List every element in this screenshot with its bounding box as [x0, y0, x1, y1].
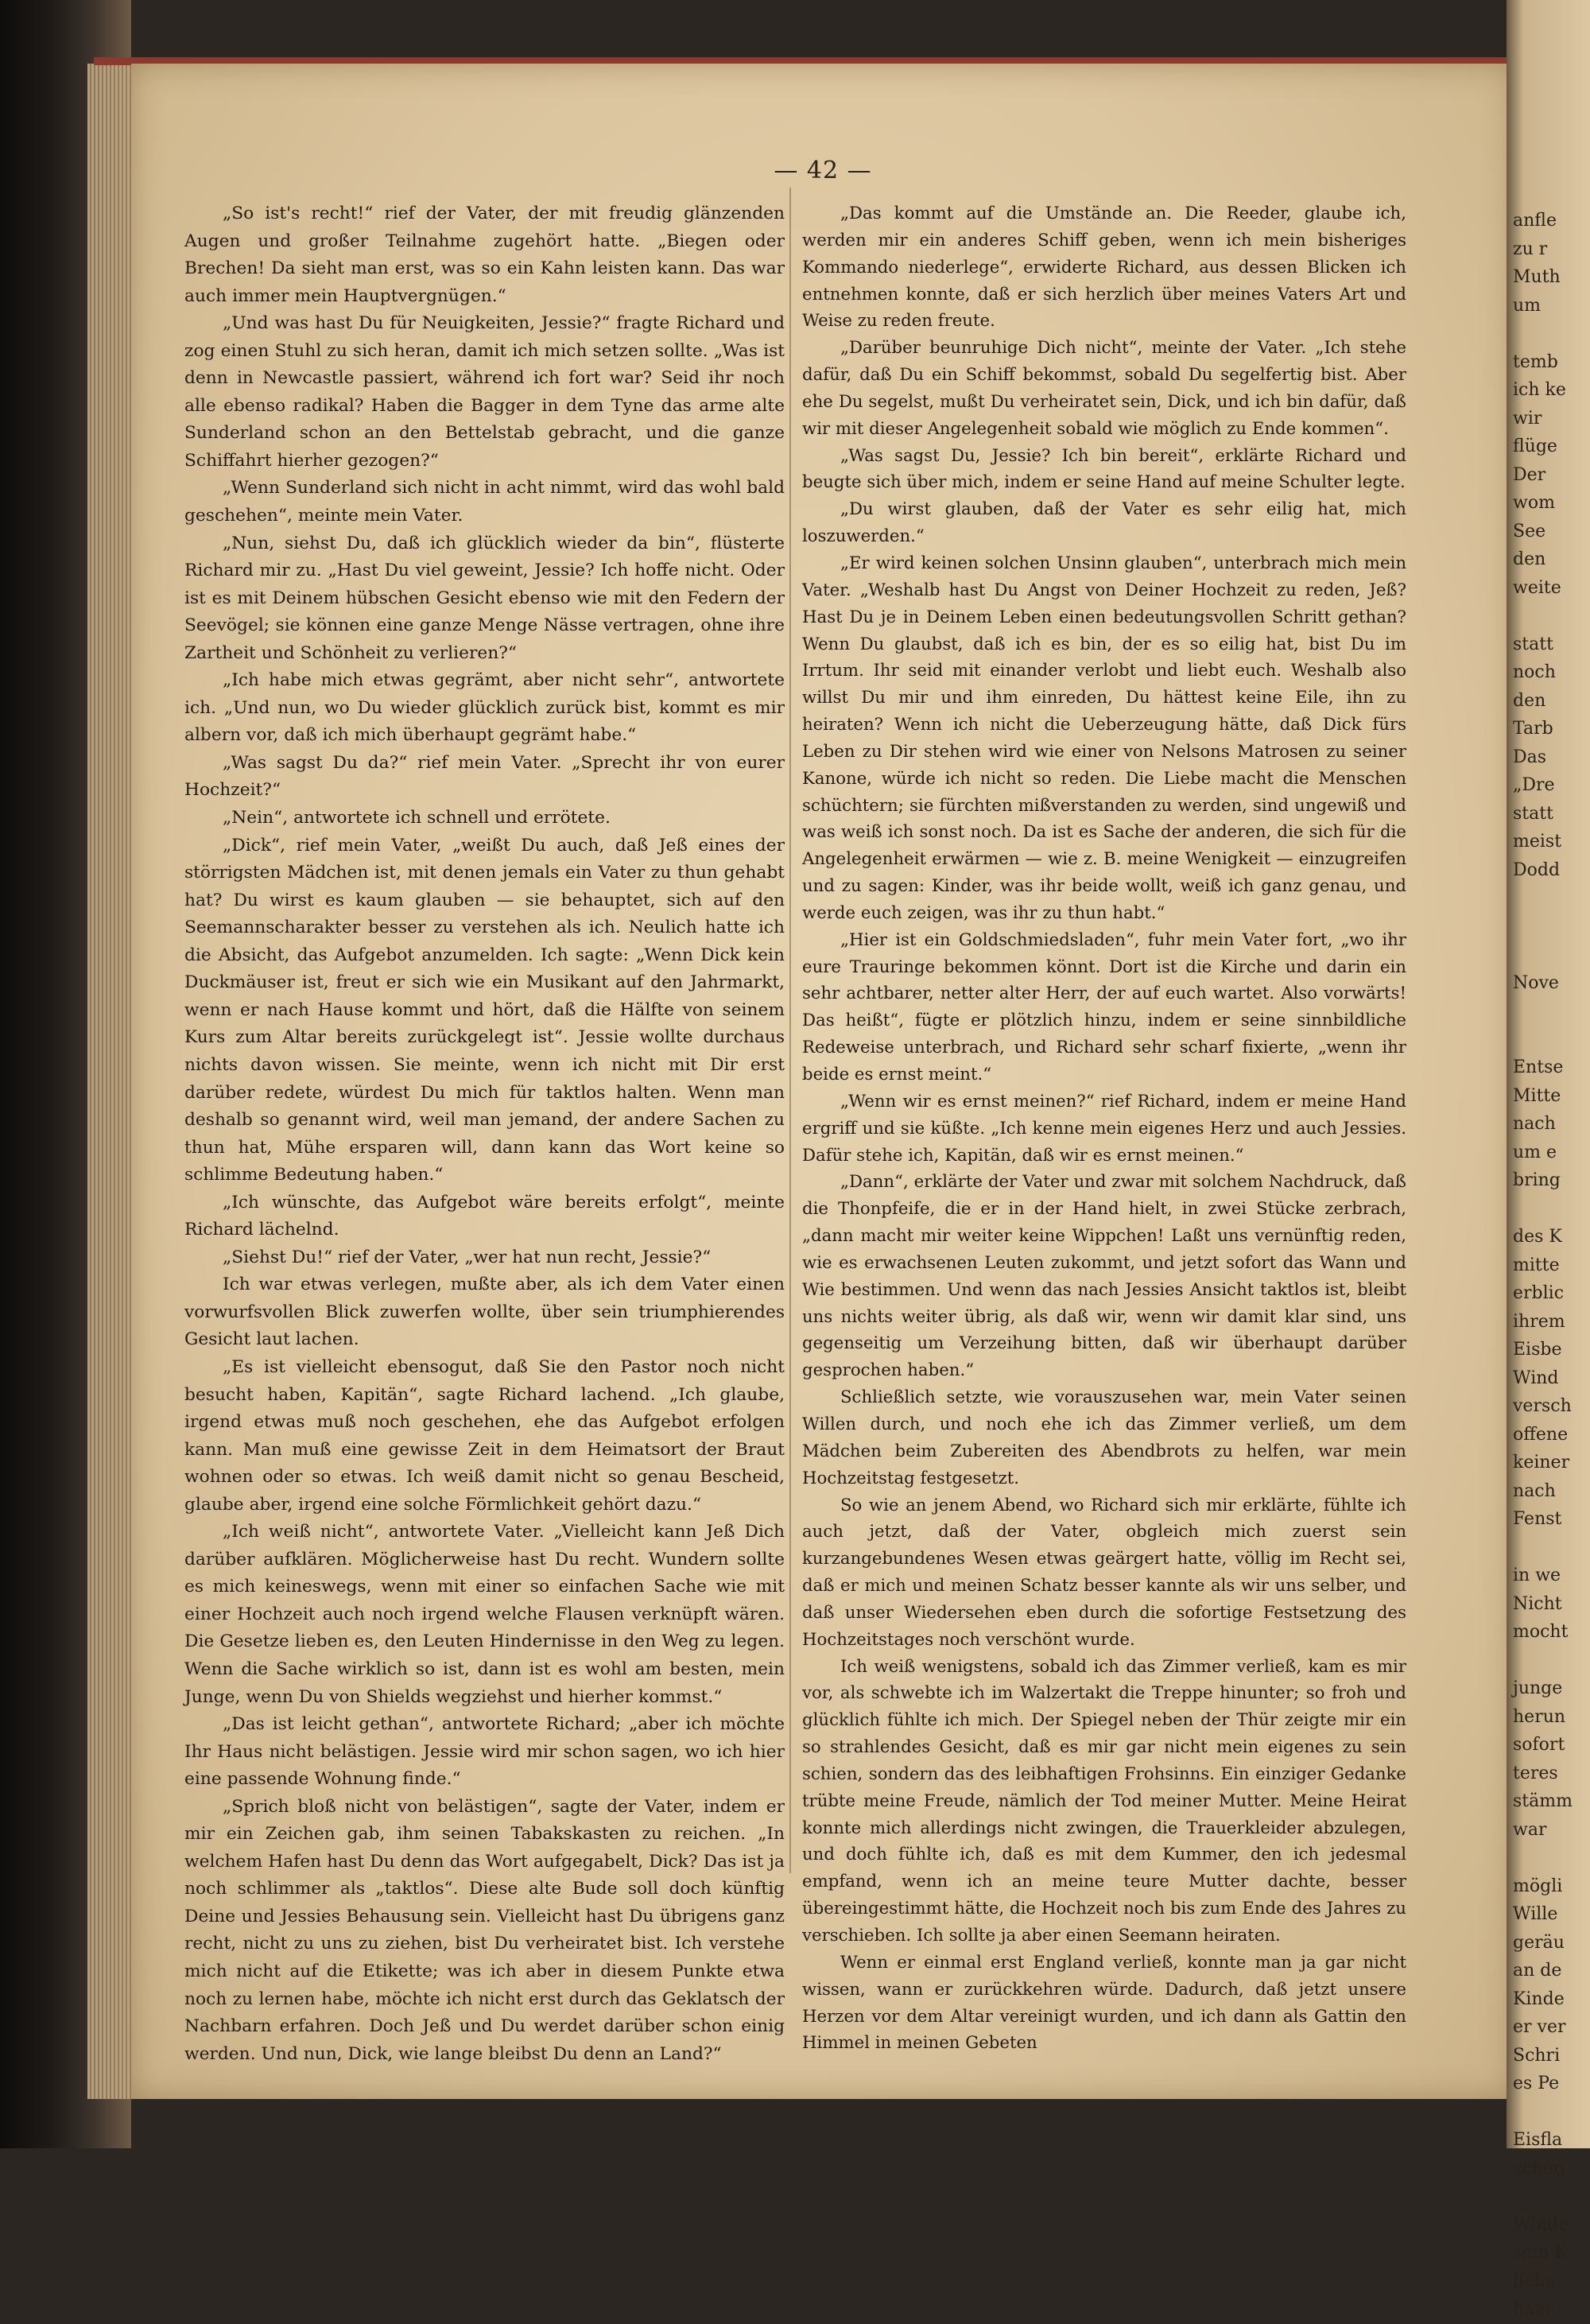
- adjacent-page-line: Schri: [1513, 2045, 1561, 2066]
- adjacent-page-line: flüge: [1513, 436, 1557, 456]
- adjacent-page-line: herun: [1513, 1706, 1566, 1727]
- adjacent-page-line: nach: [1513, 1114, 1556, 1134]
- adjacent-page-line: [1513, 2098, 1590, 2127]
- adjacent-page-line: Wind: [1513, 1368, 1559, 1388]
- adjacent-page-line: mocht: [1513, 1622, 1569, 1642]
- adjacent-page-line: wom: [1513, 493, 1555, 513]
- adjacent-page-line: Tarb: [1513, 719, 1553, 739]
- paragraph: „Nein“, antwortete ich schnell und errötete.: [223, 808, 611, 828]
- paragraph: „Ich habe mich etwas gegrämt, aber nicht sehr“, antwortete ich. „Und nun, wo Du wieder glücklich zurück bist, kommt es mir albern vor, daß ich mich überhaupt gegrämt habe.“: [184, 670, 785, 746]
- adjacent-page-line: wir: [1513, 408, 1542, 429]
- paragraph: „Er wird keinen solchen Unsinn glauben“, unterbrach mich mein Vater. „Weshalb hast Du Angst von Deiner Hochzeit zu reden, Jeß? Hast Du je in Deinem Leben einen bedeutungsvollen Schritt gethan? Wenn Du glaubst, daß ich es bin, der es so eilig hat, bist Du im Irrtum. Ihr seid mit einander verlobt und liebt euch. Weshalb also willst Du mir und ihm einreden, Du hättest keine Eile, ihn zu heiraten? Wenn ich nicht die Ueberzeugung hätte, daß Dick fürs Leben zu Dir stehen wird wie einer von Nelsons Matrosen zu seiner Kanone, würde ich nicht so reden. Die Liebe macht die Menschen schüchtern; sie fürchten mißverstanden zu werden, sind ungewiß und was weiß ich sonst noch. Da ist es Sache der anderen, die sich für die Angelegenheit erwärmen — wie z. B. meine Wenigkeit — einzugreifen und zu sagen: Kinder, was ihr beide wollt, weiß ich ganz genau, und werde euch zeigen, was ihr zu thun habt.“: [802, 553, 1406, 923]
- adjacent-page-line: [1513, 884, 1590, 913]
- paragraph: „Es ist vielleicht ebensogut, daß Sie den Pastor noch nicht besucht haben, Kapitän“, sagte Richard lachend. „Ich glaube, irgend etwas muß noch geschehen, ehe das Aufgebot erfolgen kann. Man muß eine gewisse Zeit in dem Heimatsort der Braut wohnen oder so etwas. Ich weiß damit nicht so genau Bescheid, glaube aber, irgend eine solche Förmlichkeit gehört dazu.“: [184, 1356, 785, 1515]
- adjacent-page-line: Entse: [1513, 1057, 1564, 1077]
- adjacent-page-line: Muth: [1513, 267, 1561, 287]
- adjacent-page-line: meist: [1513, 832, 1562, 852]
- adjacent-page-line: keiner: [1513, 1453, 1570, 1472]
- paragraph: So wie an jenem Abend, wo Richard sich mir erklärte, fühlte ich auch jetzt, daß der Vater, obgleich mich zuerst sein kurzangebundenes Wesen etwas geärgert hatte, völlig im Recht sei, daß er mich und meinen Schatz besser kannte als wir uns selber, und daß unser Wiedersehen eben durch die sofortige Festsetzung des Hochzeitstages noch verschönt wurde.: [802, 1495, 1406, 1650]
- adjacent-page-line: teres: [1513, 1763, 1558, 1783]
- adjacent-page-line: Winde: [1513, 2214, 1569, 2235]
- paragraph: „Das kommt auf die Umstände an. Die Reeder, glaube ich, werden mir ein anderes Schiff geben, wenn ich mein bisheriges Kommando niederlege“, erwiderte Richard, aus dessen Blicken ich entnehmen konnte, daß er sich herzlich über meines Vaters Art und Weise zu reden freute.: [802, 204, 1406, 332]
- paragraph: „Und was hast Du für Neuigkeiten, Jessie?“ fragte Richard und zog einen Stuhl zu sich heran, damit ich mich setzen sollte. „Was ist denn in Newcastle passiert, während ich fort war? Seid ihr noch alle ebenso radikal? Haben die Bagger in dem Tyne das arme alte Sunderland schon an den Bettelstab gebracht, und die ganze Schiffahrt hierher gezogen?“: [184, 313, 785, 471]
- adjacent-page-line: [1513, 1195, 1590, 1224]
- left-column: [184, 200, 785, 2068]
- adjacent-page-line: [1513, 997, 1590, 1026]
- adjacent-page-line: des K: [1513, 1227, 1562, 1247]
- paragraph: „Dick“, rief mein Vater, „weißt Du auch, daß Jeß eines der störrigsten Mädchen ist, mit denen jemals ein Vater zu thun gehabt hat? Du wirst es kaum glauben — sie behauptet, sich auf den Seemannscharakter besser zu verstehen als ich. Neulich hatte ich die Absicht, das Aufgebot anzumelden. Ich sagte: „Wenn Dick kein Duckmäuser ist, freut er sich wie ein Musikant auf den Jahrmarkt, wenn er nach Hause kommt und hört, daß die Hälfte von seinem Kurs zum Altar bereits zurückgelegt ist“. Jessie wollte durchaus nichts davon wissen. Sie meinte, wenn ich nicht mit Dir erst darüber redete, würdest Du mich für taktlos halten. Wenn man deshalb so genannt wird, weil man jemand, der andere Sachen zu thun hat, Mühe ersparen will, dann kann das Wort keine so schlimme Bedeutung haben.“: [184, 835, 785, 1185]
- adjacent-page-line: statt: [1513, 634, 1553, 654]
- adjacent-page-line: Mitte: [1513, 1085, 1561, 1106]
- paragraph: „Darüber beunruhige Dich nicht“, meinte der Vater. „Ich stehe dafür, daß Du ein Schiff bekommst, sobald Du segelfertig bist. Aber ehe Du segelst, mußt Du verheiratet sein, Dick, und ich bin dafür, daß wir mit dieser Angelegenheit sobald wie möglich zu Ende kommen“.: [802, 338, 1406, 439]
- paragraph: „Siehst Du!“ rief der Vater, „wer hat nun recht, Jessie?“: [223, 1247, 712, 1267]
- adjacent-page-line: [1513, 602, 1590, 630]
- adjacent-page-line: schon: [1513, 2158, 1565, 2179]
- adjacent-page-line: sofort: [1513, 1735, 1565, 1755]
- paragraph: „Wenn wir es ernst meinen?“ rief Richard, indem er meine Hand ergriff und sie küßte. „Ich kenne mein eigenes Herz und auch Jessies. Dafür stehe ich, Kapitän, daß wir es ernst meinen.“: [802, 1091, 1406, 1166]
- adjacent-page-line: [1513, 913, 1590, 941]
- adjacent-page-line: ihrem: [1513, 1311, 1565, 1332]
- adjacent-page-line: an de: [1513, 1961, 1562, 1981]
- adjacent-page-line: temb: [1513, 351, 1558, 372]
- adjacent-page-line: den: [1513, 690, 1546, 711]
- adjacent-page-line: See: [1513, 521, 1546, 541]
- page-number: — 42 —: [774, 157, 872, 184]
- adjacent-page-line: [1513, 1647, 1590, 1675]
- paragraph: „Du wirst glauben, daß der Vater es sehr eilig hat, mich loszuwerden.“: [802, 499, 1406, 547]
- adjacent-page-line: mitte: [1513, 1255, 1560, 1275]
- paragraph: „Sprich bloß nicht von belästigen“, sagte der Vater, indem er mir ein Zeichen gab, ihm seinen Tabakskasten zu reichen. „In welchem Hafen hast Du denn das Wort aufgegabelt, Dick? Das ist ja noch schlimmer als „taktlos“. Diese alte Bude soll doch künftig Deine und Jessies Behausung sein. Vielleicht hast Du übrigens ganz recht, nicht zu uns zu ziehen, bist Du verheiratet bist. Ich verstehe mich nicht auf die Etikette; was ich aber in diesem Punkte etwa noch zu lernen habe, möchte ich nicht erst durch das Geklatsch der Nachbarn erfahren. Doch Jeß und Du werdet darüber schon einig werden. Und nun, Dick, wie lange bleibst Du denn an Land?“: [184, 1796, 785, 2064]
- adjacent-page-line: bring: [1513, 1170, 1561, 1190]
- adjacent-page-line: es Pe: [1513, 2074, 1560, 2093]
- paragraph: Schließlich setzte, wie vorauszusehen war, mein Vater seinen Willen durch, und noch ehe ich das Zimmer verließ, um dem Mädchen beim Zubereiten des Abendbrots zu helfen, war mein Hochzeitstag festgesetzt.: [802, 1387, 1406, 1488]
- adjacent-page-line: mögli: [1513, 1876, 1563, 1896]
- paragraph: „Ich weiß nicht“, antwortete Vater. „Vielleicht kann Jeß Dich darüber aufklären. Möglicherweise hast Du recht. Wundern sollte es mich keineswegs, wenn mit einer so einfachen Sache wie mit einer Hochzeit auch noch irgend welche Flausen verknüpft wären. Die Gesetze lieben es, den Leuten Hindernisse in den Weg zu legen. Wenn die Sache wirklich so ist, dann ist es wohl am besten, mein Junge, wenn Du von Shields wegziehst und hierher kommst.“: [184, 1522, 785, 1707]
- paragraph: „Was sagst Du da?“ rief mein Vater. „Sprecht ihr von eurer Hochzeit?“: [184, 752, 785, 801]
- paragraph: „Ich wünschte, das Aufgebot wäre bereits erfolgt“, meinte Richard lächelnd.: [184, 1192, 785, 1240]
- paragraph: Wenn er einmal erst England verließ, konnte man ja gar nicht wissen, wann er zurückkehren würde. Dadurch, daß jetzt unsere Herzen vor dem Altar vereinigt wurden, und ich dann als Gattin den Himmel in meinen Gebeten: [802, 1952, 1406, 2054]
- paragraph: Ich war etwas verlegen, mußte aber, als ich dem Vater einen vorwurfsvollen Blick zuwerfen wollte, über sein triumphierendes Gesicht laut lachen.: [184, 1275, 785, 1350]
- adjacent-page-line: „Dre: [1513, 775, 1555, 795]
- adjacent-page-line: sein K: [1513, 2243, 1568, 2263]
- paragraph: „So ist's recht!“ rief der Vater, der mit freudig glänzenden Augen und großer Teilnahme zugehört hatte. „Biegen oder Brechen! Da sieht man erst, was so ein Kahn leisten kann. Das war auch immer mein Hauptvergnügen.“: [184, 204, 785, 306]
- adjacent-page-line: versch: [1513, 1396, 1572, 1416]
- paragraph: „Wenn Sunderland sich nicht in acht nimmt, wird das wohl bald geschehen“, meinte mein Vater.: [184, 478, 785, 526]
- adjacent-page-line: haar: [1513, 2299, 1553, 2319]
- adjacent-page-line: war: [1513, 1819, 1547, 1840]
- adjacent-page-text: [1507, 207, 1590, 2324]
- adjacent-page-line: statt: [1513, 803, 1553, 824]
- adjacent-page-line: [1513, 941, 1590, 969]
- adjacent-page-line: junge: [1513, 1678, 1563, 1698]
- adjacent-page-line: weite: [1513, 577, 1561, 598]
- adjacent-page-line: Nove: [1513, 972, 1559, 993]
- adjacent-page-line: offene: [1513, 1424, 1569, 1445]
- adjacent-page-line: um e: [1513, 1142, 1557, 1162]
- adjacent-page-line: liche: [1513, 2271, 1556, 2291]
- adjacent-page-line: Kinde: [1513, 1988, 1565, 2009]
- adjacent-page-line: Nicht: [1513, 1593, 1562, 1614]
- paragraph: „Dann“, erklärte der Vater und zwar mit solchem Nachdruck, daß die Thonpfeife, die er in der Hand hielt, in zwei Stücke zerbrach, „dann macht mir weiter keine Wippchen! Laßt uns vernünftig reden, wie es erwachsenen Leuten zukommt, und jetzt sofort das Wann und Wie bestimmen. Und wenn das nach Jessies Ansicht taktlos ist, bleibt uns nichts weiter übrig, als daß wir, wenn wir damit klar sind, uns gegenseitig um Verzeihung bitten, daß wir überhaupt darüber gesprochen haben.“: [802, 1172, 1406, 1381]
- paragraph: „Nun, siehst Du, daß ich glücklich wieder da bin“, flüsterte Richard mir zu. „Hast Du viel geweint, Jessie? Ich hoffe nicht. Oder ist es mit Deinem hübschen Gesicht ebenso wie mit den Federn der Seevögel; sie können eine ganze Menge Nässe vertragen, ohne ihre Zartheit und Schönheit zu verlieren?“: [184, 533, 785, 663]
- adjacent-page-line: er ver: [1513, 2017, 1566, 2037]
- paragraph: „Was sagst Du, Jessie? Ich bin bereit“, erklärte Richard und beugte sich über mich, indem er seine Hand auf meine Schulter legte.: [802, 445, 1406, 493]
- adjacent-page-line: geräu: [1513, 1932, 1565, 1953]
- adjacent-page-line: Das: [1513, 747, 1547, 767]
- adjacent-page-line: in we: [1513, 1565, 1561, 1585]
- adjacent-page-line: Eisbe: [1513, 1340, 1562, 1360]
- column-divider: [789, 188, 791, 1873]
- adjacent-page: [1507, 0, 1590, 2319]
- adjacent-page-line: Wille: [1513, 1904, 1558, 1924]
- adjacent-page-line: [1513, 2182, 1590, 2211]
- adjacent-page-line: [1513, 1534, 1590, 1562]
- paragraph: „Hier ist ein Goldschmiedsladen“, fuhr mein Vater fort, „wo ihr eure Trauringe bekommen könnt. Dort ist die Kirche und darin ein sehr achtbarer, netter alter Herr, der auf euch wartet. Also vorwärts! Das heißt“, fügte er plötzlich hinzu, indem er seine sinnbildliche Redeweise unterbrach, und Richard sehr scharf fixierte, „wenn ihr beide es ernst meint.“: [802, 929, 1406, 1084]
- adjacent-page-line: den: [1513, 549, 1546, 569]
- paragraph: „Das ist leicht gethan“, antwortete Richard; „aber ich möchte Ihr Haus nicht belästigen. Jessie wird mir schon sagen, wo ich hier eine passende Wohnung finde.“: [184, 1714, 785, 1790]
- adjacent-page-line: ich ke: [1513, 380, 1566, 400]
- adjacent-page-line: zu r: [1513, 239, 1548, 259]
- adjacent-page-line: noch: [1513, 662, 1556, 682]
- paragraph: Ich weiß wenigstens, sobald ich das Zimmer verließ, kam es mir vor, als schwebte ich im Walzertakt die Treppe hinunter; so froh und glücklich fühlte ich mich. Der Spiegel neben der Thür zeigte mir ein so strahlendes Gesicht, daß es mir gar nicht mein eigenes zu sein schien, sondern das des leibhaftigen Frohsinns. Ein einziger Gedanke trübte meine Freude, nämlich der Tod meiner Mutter. Meine Heirat konnte mich allerdings nicht zwingen, die Trauerkleider abzulegen, und doch fühlte ich, daß es mit dem Kummer, den ich jedesmal empfand, wenn ich an meine teure Mutter dachte, besser übereingestimmt hätte, die Hochzeit noch bis zum Ende des Jahres zu verschieben. Ich sollte ja aber einen Seemann heiraten.: [802, 1656, 1406, 1946]
- adjacent-page-line: [1513, 1844, 1590, 1872]
- adjacent-page-line: stämm: [1513, 1791, 1573, 1811]
- adjacent-page-line: [1513, 1026, 1590, 1054]
- adjacent-page-line: Eisfla: [1513, 2130, 1563, 2150]
- adjacent-page-line: nach: [1513, 1480, 1556, 1501]
- adjacent-page-line: Fenst: [1513, 1509, 1562, 1529]
- adjacent-page-line: Der: [1513, 464, 1546, 485]
- right-column: [802, 200, 1406, 2057]
- adjacent-page-line: anfle: [1513, 211, 1557, 231]
- adjacent-page-line: um: [1513, 295, 1542, 316]
- adjacent-page-line: [1513, 320, 1590, 348]
- adjacent-page-line: erblic: [1513, 1283, 1565, 1303]
- adjacent-page-line: Dodd: [1513, 859, 1561, 880]
